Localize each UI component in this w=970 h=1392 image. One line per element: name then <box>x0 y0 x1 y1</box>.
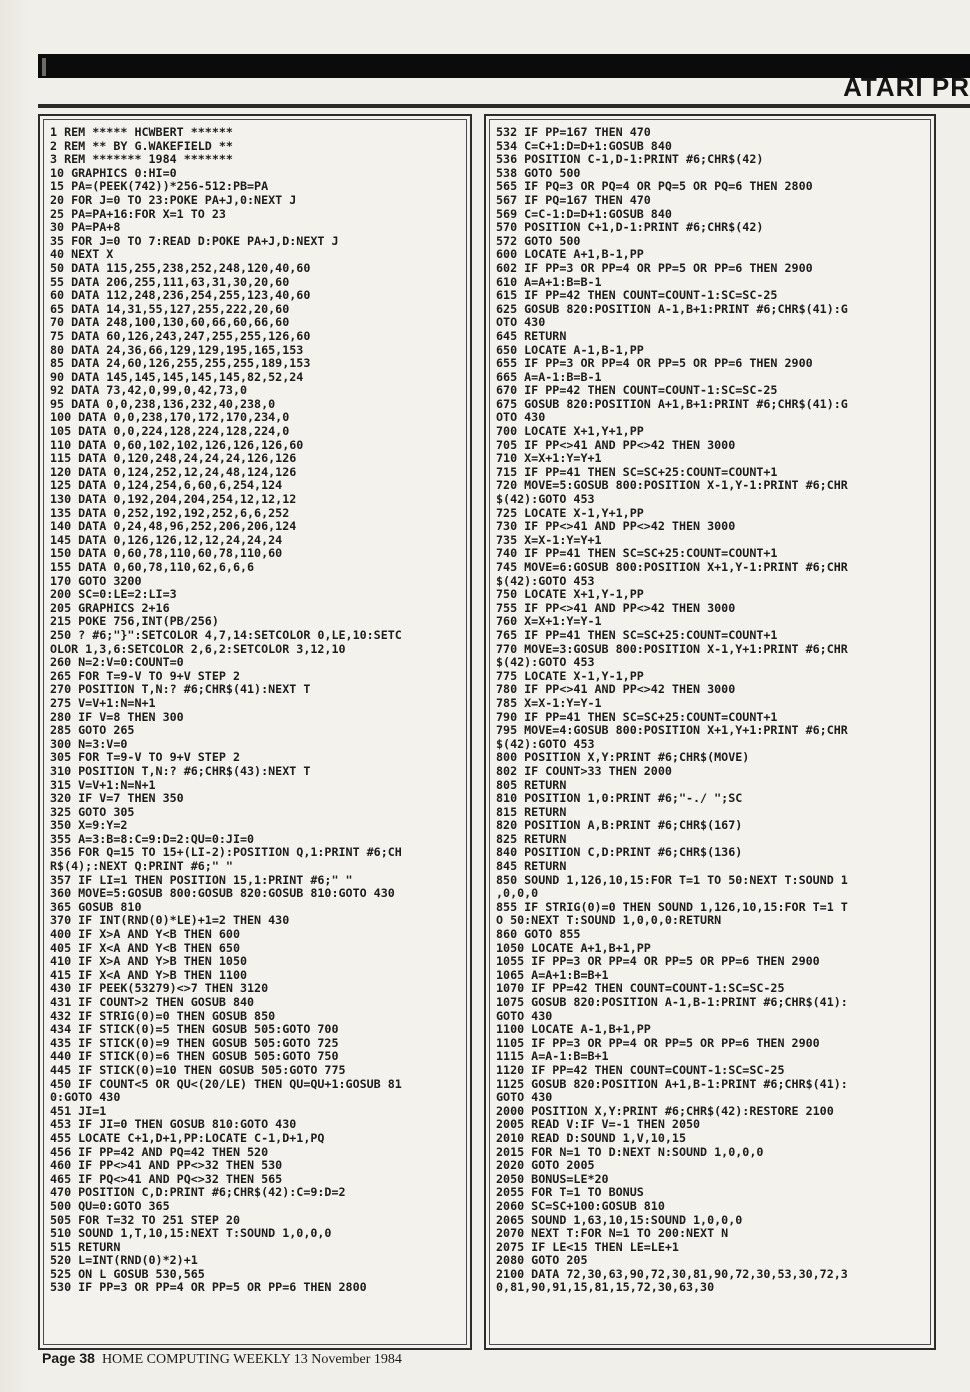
code-line: 1050 LOCATE A+1,B+1,PP <box>496 940 651 955</box>
code-line: 765 IF PP=41 THEN SC=SC+25:COUNT=COUNT+1 <box>496 627 778 642</box>
code-line: 155 DATA 0,60,78,110,62,6,6,6 <box>50 560 255 574</box>
code-line: 730 IF PP<>41 AND PP<>42 THEN 3000 <box>496 519 736 534</box>
code-line: 530 IF PP=3 OR PP=4 OR PP=5 OR PP=6 THEN 2800 <box>50 1280 367 1295</box>
code-line: 120 DATA 0,124,252,12,24,48,124,126 <box>50 464 297 479</box>
code-line: 1075 GOSUB 820:POSITION A-1,B-1:PRINT #6;CHR$(41): <box>496 995 848 1009</box>
code-line: 536 POSITION C-1,D-1:PRINT #6;CHR$(42) <box>496 152 764 167</box>
code-line: 569 C=C-1:D=D+1:GOSUB 840 <box>496 206 672 221</box>
code-line: 850 SOUND 1,126,10,15:FOR T=1 TO 50:NEXT T:SOUND 1 <box>496 872 848 887</box>
code-line: 25 PA=PA+16:FOR X=1 TO 23 <box>50 206 226 221</box>
code-line: 55 DATA 206,255,111,63,31,30,20,60 <box>50 274 290 289</box>
code-line: 740 IF PP=41 THEN SC=SC+25:COUNT=COUNT+1 <box>496 546 778 561</box>
code-line: 370 IF INT(RND(0)*LE)+1=2 THEN 430 <box>50 913 290 928</box>
code-line: 565 IF PQ=3 OR PQ=4 OR PQ=5 OR PQ=6 THEN 2800 <box>496 179 813 194</box>
code-line: 92 DATA 73,42,0,99,0,42,73,0 <box>50 383 248 398</box>
code-line: 1100 LOCATE A-1,B+1,PP <box>496 1022 651 1037</box>
code-line: 140 DATA 0,24,48,96,252,206,206,124 <box>50 519 297 534</box>
code-line: 145 DATA 0,126,126,12,12,24,24,24 <box>50 532 283 547</box>
code-line: 715 IF PP=41 THEN SC=SC+25:COUNT=COUNT+1 <box>496 464 778 479</box>
code-line: 845 RETURN <box>496 859 567 874</box>
code-line: 410 IF X>A AND Y>B THEN 1050 <box>50 954 248 969</box>
code-line: 280 IF V=8 THEN 300 <box>50 709 184 724</box>
code-line: 1065 A=A+1:B=B+1 <box>496 967 609 982</box>
code-line: GOTO 430 <box>496 1090 553 1105</box>
code-line: 460 IF PP<>41 AND PP<>32 THEN 530 <box>50 1158 283 1173</box>
code-line: O 50:NEXT T:SOUND 1,0,0,0:RETURN <box>496 913 722 928</box>
code-line: 600 LOCATE A+1,B-1,PP <box>496 247 644 262</box>
code-line: R$(4);:NEXT Q:PRINT #6;" " <box>50 859 233 874</box>
code-line: 802 IF COUNT>33 THEN 2000 <box>496 763 672 778</box>
code-line: 755 IF PP<>41 AND PP<>42 THEN 3000 <box>496 600 736 615</box>
program-listing-right <box>496 126 928 1295</box>
code-line: ,0,0,0 <box>496 886 539 901</box>
code-line: OTO 430 <box>496 315 546 330</box>
code-line: 360 MOVE=5:GOSUB 800:GOSUB 820:GOSUB 810:GOTO 430 <box>50 886 395 901</box>
code-line: 520 L=INT(RND(0)*2)+1 <box>50 1253 198 1268</box>
code-line: 465 IF PQ<>41 AND PQ<>32 THEN 565 <box>50 1171 283 1186</box>
code-line: 205 GRAPHICS 2+16 <box>50 600 170 615</box>
code-line: 1 REM ***** HCWBERT ****** <box>50 125 233 139</box>
code-line: 705 IF PP<>41 AND PP<>42 THEN 3000 <box>496 437 736 452</box>
code-line: 105 DATA 0,0,224,128,224,128,224,0 <box>50 424 290 439</box>
code-line: 0,81,90,91,15,81,15,72,30,63,30 <box>496 1280 715 1295</box>
code-line: 500 QU=0:GOTO 365 <box>50 1198 170 1213</box>
code-line: 125 DATA 0,124,254,6,60,6,254,124 <box>50 478 283 493</box>
code-line: 365 GOSUB 810 <box>50 899 142 914</box>
code-line: 515 RETURN <box>50 1239 121 1254</box>
code-line: 35 FOR J=0 TO 7:READ D:POKE PA+J,D:NEXT J <box>50 233 339 248</box>
code-line: 285 GOTO 265 <box>50 723 135 738</box>
code-line: 2015 FOR N=1 TO D:NEXT N:SOUND 1,0,0,0 <box>496 1144 764 1159</box>
code-line: 325 GOTO 305 <box>50 804 135 819</box>
code-line: 435 IF STICK(0)=9 THEN GOSUB 505:GOTO 725 <box>50 1035 339 1050</box>
code-line: 90 DATA 145,145,145,145,145,82,52,24 <box>50 369 304 384</box>
code-line: 800 POSITION X,Y:PRINT #6;CHR$(MOVE) <box>496 750 750 765</box>
code-line: OLOR 1,3,6:SETCOLOR 2,6,2:SETCOLOR 3,12,10 <box>50 641 346 656</box>
code-line: 440 IF STICK(0)=6 THEN GOSUB 505:GOTO 750 <box>50 1049 339 1064</box>
code-line: 645 RETURN <box>496 328 567 343</box>
code-line: 400 IF X>A AND Y<B THEN 600 <box>50 927 240 942</box>
code-line: 2000 POSITION X,Y:PRINT #6;CHR$(42):RESTORE 2100 <box>496 1103 834 1118</box>
code-line: 1120 IF PP=42 THEN COUNT=COUNT-1:SC=SC-25 <box>496 1062 785 1077</box>
code-line: 265 FOR T=9-V TO 9+V STEP 2 <box>50 668 240 683</box>
code-line: 450 IF COUNT<5 OR QU<(20/LE) THEN QU=QU+1:GOSUB 81 <box>50 1076 402 1091</box>
code-line: 1115 A=A-1:B=B+1 <box>496 1049 609 1064</box>
listing-panel-left <box>38 114 472 1350</box>
code-line: 670 IF PP=42 THEN COUNT=COUNT-1:SC=SC-25 <box>496 383 778 398</box>
code-line: 115 DATA 0,120,248,24,24,24,126,126 <box>50 451 297 466</box>
code-line: 150 DATA 0,60,78,110,60,78,110,60 <box>50 546 283 561</box>
code-line: 434 IF STICK(0)=5 THEN GOSUB 505:GOTO 700 <box>50 1022 339 1037</box>
code-line: 525 ON L GOSUB 530,565 <box>50 1266 205 1281</box>
code-line: 355 A=3:B=8:C=9:D=2:QU=0:JI=0 <box>50 831 255 846</box>
code-line: 431 IF COUNT>2 THEN GOSUB 840 <box>50 995 255 1009</box>
code-line: 250 ? #6;"}":SETCOLOR 4,7,14:SETCOLOR 0,LE,10:SETC <box>50 627 402 642</box>
code-line: 430 IF PEEK(53279)<>7 THEN 3120 <box>50 981 269 996</box>
code-line: 135 DATA 0,252,192,192,252,6,6,252 <box>50 505 290 520</box>
code-line: 790 IF PP=41 THEN SC=SC+25:COUNT=COUNT+1 <box>496 709 778 724</box>
page-edge <box>0 0 30 1392</box>
code-line: 405 IF X<A AND Y<B THEN 650 <box>50 940 240 955</box>
code-line: 2020 GOTO 2005 <box>496 1158 595 1173</box>
code-line: OTO 430 <box>496 410 546 425</box>
code-line: 320 IF V=7 THEN 350 <box>50 791 184 806</box>
code-line: 451 JI=1 <box>50 1103 107 1118</box>
program-listing-left <box>50 126 464 1295</box>
code-line: 470 POSITION C,D:PRINT #6;CHR$(42):C=9:D=2 <box>50 1185 346 1200</box>
code-line: 625 GOSUB 820:POSITION A-1,B+1:PRINT #6;CHR$(41):G <box>496 301 848 316</box>
section-title: ATARI PR <box>843 72 970 102</box>
code-line: 810 POSITION 1,0:PRINT #6;"-./ ";SC <box>496 791 743 806</box>
code-line: 1055 IF PP=3 OR PP=4 OR PP=5 OR PP=6 THEN 2900 <box>496 954 820 969</box>
code-line: 710 X=X+1:Y=Y+1 <box>496 451 602 466</box>
code-line: $(42):GOTO 453 <box>496 492 595 507</box>
code-line: 780 IF PP<>41 AND PP<>42 THEN 3000 <box>496 682 736 697</box>
code-line: 80 DATA 24,36,66,129,129,195,165,153 <box>50 342 304 357</box>
code-line: 0:GOTO 430 <box>50 1090 121 1105</box>
code-line: 270 POSITION T,N:? #6;CHR$(41):NEXT T <box>50 682 311 697</box>
header-band <box>38 54 970 78</box>
code-line: 356 FOR Q=15 TO 15+(LI-2):POSITION Q,1:PRINT #6;CH <box>50 845 402 860</box>
code-line: 840 POSITION C,D:PRINT #6;CHR$(136) <box>496 845 743 860</box>
code-line: 700 LOCATE X+1,Y+1,PP <box>496 424 644 439</box>
code-line: 95 DATA 0,0,238,136,232,40,238,0 <box>50 396 276 411</box>
code-line: 2100 DATA 72,30,63,90,72,30,81,90,72,30,53,30,72,3 <box>496 1266 848 1281</box>
code-line: 735 X=X-1:Y=Y+1 <box>496 532 602 547</box>
code-line: 70 DATA 248,100,130,60,66,60,66,60 <box>50 315 290 330</box>
code-line: 1125 GOSUB 820:POSITION A+1,B-1:PRINT #6;CHR$(41): <box>496 1076 848 1091</box>
page-number: Page 38 <box>42 1350 95 1366</box>
code-line: 30 PA=PA+8 <box>50 220 121 235</box>
code-line: 2080 GOTO 205 <box>496 1253 588 1268</box>
code-line: 455 LOCATE C+1,D+1,PP:LOCATE C-1,D+1,PQ <box>50 1130 325 1145</box>
code-line: 615 IF PP=42 THEN COUNT=COUNT-1:SC=SC-25 <box>496 288 778 303</box>
code-line: 725 LOCATE X-1,Y+1,PP <box>496 505 644 520</box>
code-line: 310 POSITION T,N:? #6;CHR$(43):NEXT T <box>50 763 311 778</box>
code-line: 567 IF PQ=167 THEN 470 <box>496 192 651 207</box>
publication-line: HOME COMPUTING WEEKLY 13 November 1984 <box>101 1352 402 1367</box>
code-line: 415 IF X<A AND Y>B THEN 1100 <box>50 967 248 982</box>
code-line: 602 IF PP=3 OR PP=4 OR PP=5 OR PP=6 THEN 2900 <box>496 260 813 275</box>
code-line: 20 FOR J=0 TO 23:POKE PA+J,0:NEXT J <box>50 192 297 207</box>
header-band-accent <box>42 58 46 76</box>
code-line: 675 GOSUB 820:POSITION A+1,B+1:PRINT #6;CHR$(41):G <box>496 396 848 411</box>
code-line: 456 IF PP=42 AND PQ=42 THEN 520 <box>50 1144 269 1159</box>
code-line: 275 V=V+1:N=N+1 <box>50 695 156 710</box>
code-line: 785 X=X-1:Y=Y-1 <box>496 695 602 710</box>
code-line: 855 IF STRIG(0)=0 THEN SOUND 1,126,10,15:FOR T=1 T <box>496 899 848 914</box>
code-line: 305 FOR T=9-V TO 9+V STEP 2 <box>50 750 240 765</box>
code-line: 2060 SC=SC+100:GOSUB 810 <box>496 1198 665 1213</box>
code-line: 2070 NEXT T:FOR N=1 TO 200:NEXT N <box>496 1226 729 1241</box>
code-line: 40 NEXT X <box>50 247 114 262</box>
code-line: 665 A=A-1:B=B-1 <box>496 369 602 384</box>
code-line: 825 RETURN <box>496 831 567 846</box>
code-line: 570 POSITION C+1,D-1:PRINT #6;CHR$(42) <box>496 220 764 235</box>
code-line: 1105 IF PP=3 OR PP=4 OR PP=5 OR PP=6 THEN 2900 <box>496 1035 820 1050</box>
code-line: 200 SC=0:LE=2:LI=3 <box>50 587 177 602</box>
code-line: 572 GOTO 500 <box>496 233 581 248</box>
code-line: 860 GOTO 855 <box>496 927 581 942</box>
code-line: 10 GRAPHICS 0:HI=0 <box>50 165 177 180</box>
code-line: 720 MOVE=5:GOSUB 800:POSITION X-1,Y-1:PRINT #6;CHR <box>496 478 848 493</box>
code-line: 532 IF PP=167 THEN 470 <box>496 125 651 139</box>
code-line: 60 DATA 112,248,236,254,255,123,40,60 <box>50 288 311 303</box>
code-line: 650 LOCATE A-1,B-1,PP <box>496 342 644 357</box>
code-line: 170 GOTO 3200 <box>50 573 142 588</box>
code-line: 75 DATA 60,126,243,247,255,255,126,60 <box>50 328 311 343</box>
code-line: 2010 READ D:SOUND 1,V,10,15 <box>496 1130 686 1145</box>
code-line: 3 REM ******* 1984 ******* <box>50 152 233 167</box>
code-line: 750 LOCATE X+1,Y-1,PP <box>496 587 644 602</box>
code-line: 505 FOR T=32 TO 251 STEP 20 <box>50 1212 240 1227</box>
code-line: 2065 SOUND 1,63,10,15:SOUND 1,0,0,0 <box>496 1212 743 1227</box>
code-line: 745 MOVE=6:GOSUB 800:POSITION X+1,Y-1:PRINT #6;CHR <box>496 560 848 574</box>
code-line: 453 IF JI=0 THEN GOSUB 810:GOTO 430 <box>50 1117 297 1132</box>
code-line: $(42):GOTO 453 <box>496 655 595 670</box>
code-line: 260 N=2:V=0:COUNT=0 <box>50 655 184 670</box>
code-line: 2055 FOR T=1 TO BONUS <box>496 1185 644 1200</box>
header-rule <box>38 104 970 108</box>
code-line: 655 IF PP=3 OR PP=4 OR PP=5 OR PP=6 THEN 2900 <box>496 356 813 371</box>
code-line: 215 POKE 756,INT(PB/256) <box>50 614 219 629</box>
code-line: 300 N=3:V=0 <box>50 736 128 751</box>
code-line: 820 POSITION A,B:PRINT #6;CHR$(167) <box>496 818 743 833</box>
code-line: 760 X=X+1:Y=Y-1 <box>496 614 602 629</box>
code-line: 2075 IF LE<15 THEN LE=LE+1 <box>496 1239 679 1254</box>
code-line: 445 IF STICK(0)=10 THEN GOSUB 505:GOTO 775 <box>50 1062 346 1077</box>
code-line: 534 C=C+1:D=D+1:GOSUB 840 <box>496 138 672 153</box>
code-line: 15 PA=(PEEK(742))*256-512:PB=PA <box>50 179 269 194</box>
code-line: 85 DATA 24,60,126,255,255,255,189,153 <box>50 356 311 371</box>
code-line: 110 DATA 0,60,102,102,126,126,126,60 <box>50 437 304 452</box>
code-line: 100 DATA 0,0,238,170,172,170,234,0 <box>50 410 290 425</box>
code-line: 770 MOVE=3:GOSUB 800:POSITION X-1,Y+1:PRINT #6;CHR <box>496 641 848 656</box>
code-line: GOTO 430 <box>496 1008 553 1023</box>
code-line: 432 IF STRIG(0)=0 THEN GOSUB 850 <box>50 1008 276 1023</box>
code-line: 65 DATA 14,31,55,127,255,222,20,60 <box>50 301 290 316</box>
code-line: 50 DATA 115,255,238,252,248,120,40,60 <box>50 260 311 275</box>
code-line: 2050 BONUS=LE*20 <box>496 1171 609 1186</box>
code-line: 357 IF LI=1 THEN POSITION 15,1:PRINT #6;" " <box>50 872 353 887</box>
code-line: 775 LOCATE X-1,Y-1,PP <box>496 668 644 683</box>
code-line: 610 A=A+1:B=B-1 <box>496 274 602 289</box>
code-line: 315 V=V+1:N=N+1 <box>50 777 156 792</box>
page-footer <box>42 1350 402 1368</box>
code-line: 815 RETURN <box>496 804 567 819</box>
listing-panel-right <box>484 114 936 1350</box>
code-line: 130 DATA 0,192,204,204,254,12,12,12 <box>50 492 297 507</box>
code-line: 1070 IF PP=42 THEN COUNT=COUNT-1:SC=SC-25 <box>496 981 785 996</box>
code-line: 805 RETURN <box>496 777 567 792</box>
code-line: 2 REM ** BY G.WAKEFIELD ** <box>50 138 233 153</box>
code-line: $(42):GOTO 453 <box>496 736 595 751</box>
code-line: 795 MOVE=4:GOSUB 800:POSITION X+1,Y+1:PRINT #6;CHR <box>496 723 848 738</box>
code-line: 538 GOTO 500 <box>496 165 581 180</box>
code-line: $(42):GOTO 453 <box>496 573 595 588</box>
code-line: 350 X=9:Y=2 <box>50 818 128 833</box>
code-line: 2005 READ V:IF V=-1 THEN 2050 <box>496 1117 701 1132</box>
code-line: 510 SOUND 1,T,10,15:NEXT T:SOUND 1,0,0,0 <box>50 1226 332 1241</box>
